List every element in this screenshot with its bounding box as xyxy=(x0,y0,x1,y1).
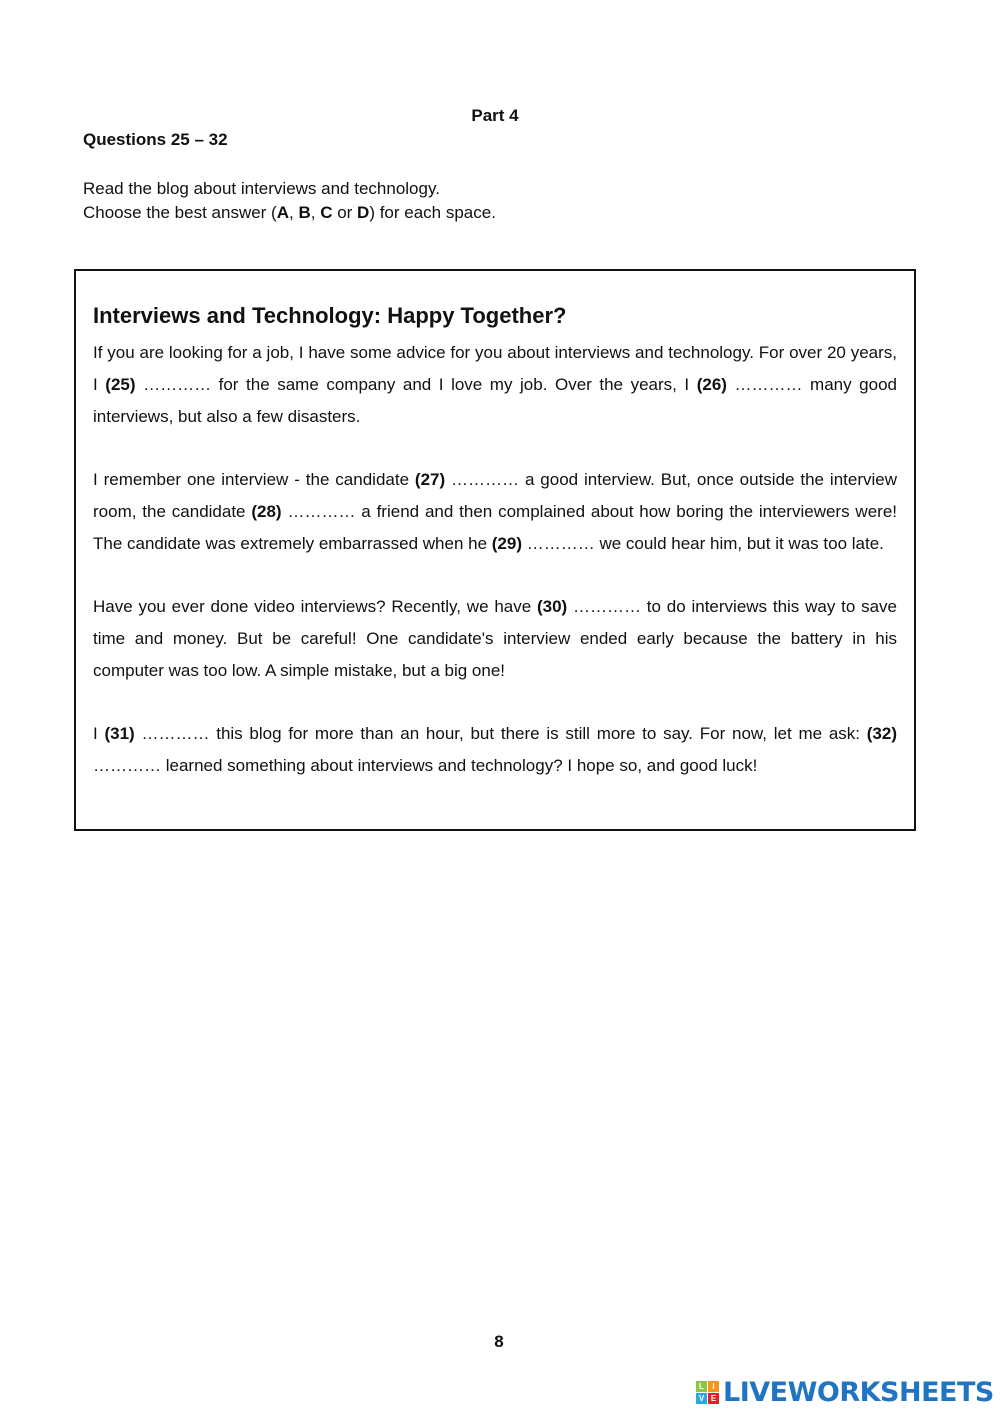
blog-title: Interviews and Technology: Happy Together? xyxy=(93,303,567,328)
logo-mark-e: E xyxy=(708,1393,719,1404)
instruction-text: Choose the best answer ( xyxy=(83,203,277,222)
separator: or xyxy=(332,203,358,222)
question-28-number: (28) xyxy=(251,502,282,521)
blog-text: ………… many good interviews, but also a few disasters. xyxy=(93,375,897,426)
liveworksheets-logo-text: LIVEWORKSHEETS xyxy=(723,1377,994,1408)
page-number: 8 xyxy=(494,1332,504,1351)
questions-range-heading: Questions 25 – 32 xyxy=(83,130,228,149)
blog-text: ………… to do interviews this way to save time and money. But be careful! One candidate's interview ended early because the battery in his computer was too low. A simple mistake, but a big one! xyxy=(93,597,897,680)
blog-paragraph-2 xyxy=(93,464,897,560)
instruction-line-1: Read the blog about interviews and technology. xyxy=(83,179,440,198)
question-32-number: (32) xyxy=(866,724,897,743)
option-b-label: B xyxy=(298,203,311,222)
blog-text: Have you ever done video interviews? Recently, we have xyxy=(93,597,537,616)
instructions xyxy=(83,177,496,225)
liveworksheets-logo-icon xyxy=(696,1381,719,1404)
blog-text: ………… we could hear him, but it was too late. xyxy=(522,534,884,553)
option-d-label: D xyxy=(357,203,370,222)
blog-text: If you are looking for a job, I have some advice for you about interviews and technology. For over 20 years, I xyxy=(93,343,897,394)
blog-text: ………… for the same company and I love my job. Over the years, I xyxy=(135,375,697,394)
instruction-line-2 xyxy=(83,201,496,225)
blog-text: I remember one interview - the candidate xyxy=(93,470,415,489)
blog-text: I xyxy=(93,724,105,743)
separator: , xyxy=(310,203,321,222)
blog-text: ………… a good interview. But, once outside the interview room, the candidate xyxy=(93,470,897,521)
question-30-number: (30) xyxy=(536,597,568,616)
blog-body xyxy=(93,337,897,782)
option-c-label: C xyxy=(320,203,333,222)
question-27-number: (27) xyxy=(414,470,446,489)
question-31-number: (31) xyxy=(104,724,135,743)
question-26-number: (26) xyxy=(696,375,727,394)
logo-mark-i: I xyxy=(708,1381,719,1392)
logo-mark-l: L xyxy=(696,1381,707,1392)
separator: , xyxy=(289,203,299,222)
blog-text: ………… learned something about interviews and technology? I hope so, and good luck! xyxy=(93,756,758,775)
instruction-text: ) for each space. xyxy=(369,203,496,222)
part-heading: Part 4 xyxy=(471,106,519,125)
liveworksheets-logo xyxy=(696,1377,994,1408)
logo-mark-v: V xyxy=(696,1393,707,1404)
blog-text: ………… this blog for more than an hour, but there is still more to say. For now, let me ask: xyxy=(134,724,867,743)
blog-paragraph-3 xyxy=(93,591,897,687)
blog-paragraph-1 xyxy=(93,337,897,433)
blog-paragraph-4 xyxy=(93,718,897,782)
question-25-number: (25) xyxy=(105,375,136,394)
option-a-label: A xyxy=(276,203,289,222)
blog-text: ………… a friend and then complained about how boring the interviewers were! The candidate was extremely embarrassed when he xyxy=(93,502,897,553)
question-29-number: (29) xyxy=(491,534,522,553)
